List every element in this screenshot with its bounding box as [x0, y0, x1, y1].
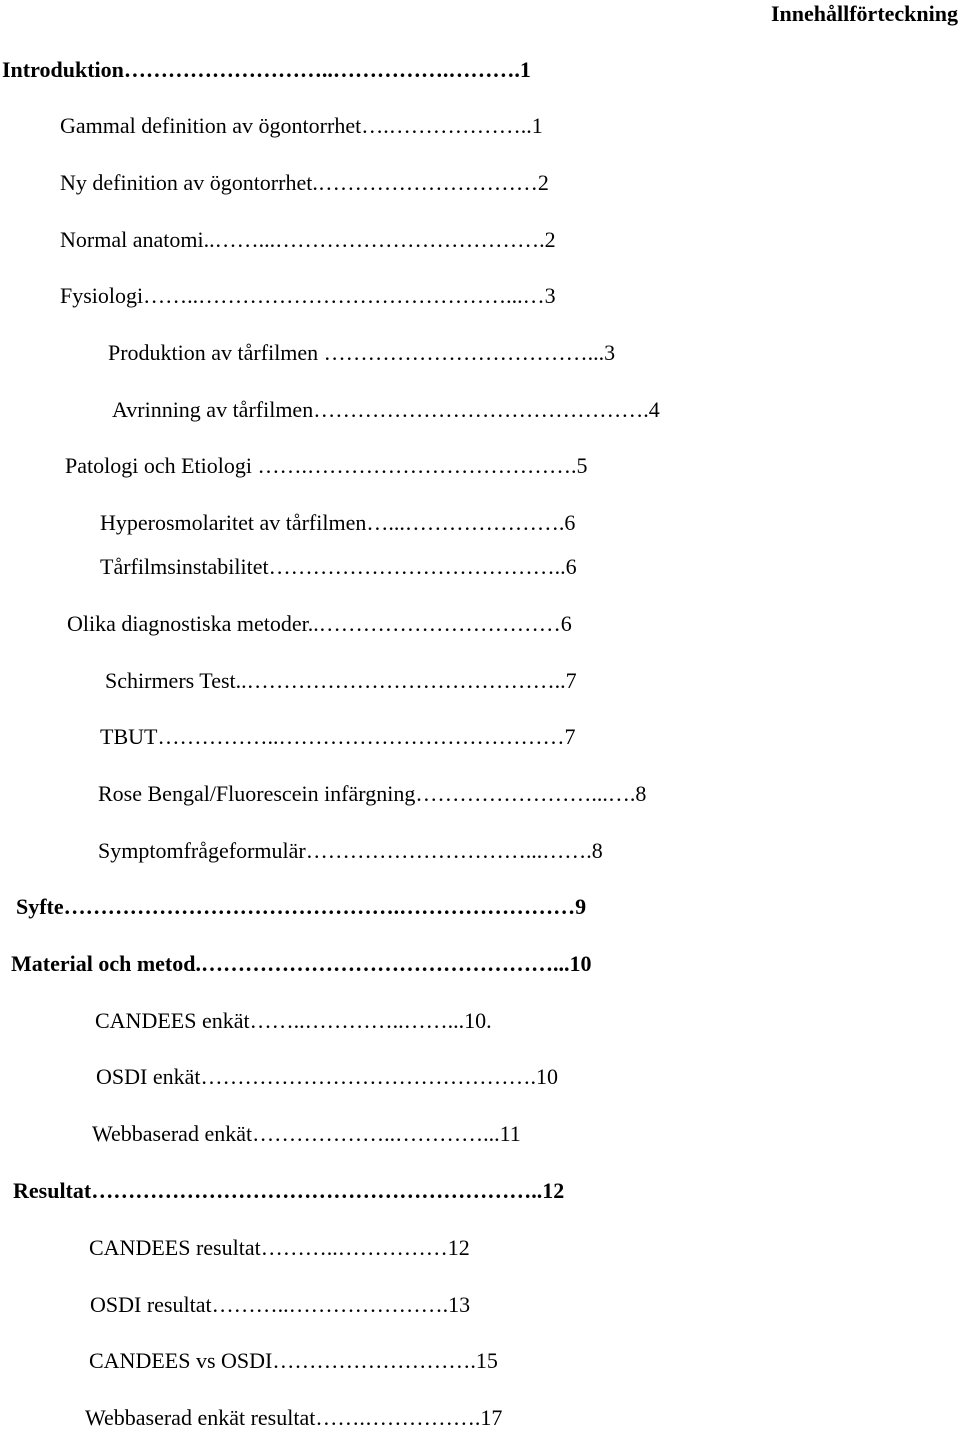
toc-entry-label: CANDEES resultat………..……………12 [89, 1235, 470, 1260]
toc-entry-resultat[interactable] [13, 1176, 958, 1206]
toc-title: Innehållförteckning [770, 1, 958, 26]
toc-entry-ny-definition[interactable] [60, 168, 958, 198]
toc-entry-produktion[interactable] [108, 338, 958, 368]
toc-entry-label: CANDEES enkät……..…………..……...10. [95, 1008, 492, 1033]
toc-entry-label: Introduktion………………………..…………….……….1 [2, 57, 531, 82]
toc-entry-patologi[interactable] [65, 451, 958, 481]
toc-entry-label: CANDEES vs OSDI……………………….15 [89, 1348, 498, 1373]
toc-entry-label: Tårfilmsinstabilitet…………………………………..6 [100, 554, 577, 579]
toc-entry-label: TBUT……………..…………………………………7 [100, 724, 576, 749]
toc-entry-hyperosmolaritet[interactable] [100, 508, 958, 538]
toc-entry-label: Symptomfrågeformulär…………………………...…….8 [98, 838, 603, 863]
toc-entry-gammal-definition[interactable] [60, 111, 958, 141]
toc-entry-diagnostiska-metoder[interactable] [67, 609, 958, 639]
toc-entry-label: Avrinning av tårfilmen……………………………………….4 [112, 397, 660, 422]
toc-entry-material-och-metod[interactable] [11, 949, 958, 979]
toc-entry-candees-vs-osdi[interactable] [89, 1346, 958, 1376]
toc-entry-label: Webbaserad enkät resultat…….…………….17 [85, 1405, 503, 1430]
toc-entry-label: Olika diagnostiska metoder..……………………………6 [67, 611, 572, 636]
toc-entry-label: Webbaserad enkät………………..…………...11 [92, 1121, 521, 1146]
toc-entry-avrinning[interactable] [112, 395, 958, 425]
toc-entry-label: Material och metod.…………………………………………...10 [11, 951, 592, 976]
toc-entry-candees-resultat[interactable] [89, 1233, 958, 1263]
toc-entry-label: Schirmers Test..……………………………………..7 [105, 668, 577, 693]
toc-entry-symptomfrageformular[interactable] [98, 836, 958, 866]
toc-entry-label: Normal anatomi..……...……………………………….2 [60, 227, 556, 252]
toc-entry-webbaserad-enkat[interactable] [92, 1119, 958, 1149]
toc-entry-osdi-enkat[interactable] [96, 1062, 958, 1092]
toc-entry-label: Rose Bengal/Fluorescein infärgning……………………...….8 [98, 781, 647, 806]
toc-entry-label: OSDI enkät……………………………………….10 [96, 1064, 558, 1089]
toc-entry-tarfilmsinstabilitet[interactable] [100, 552, 958, 582]
toc-entry-label: Produktion av tårfilmen ………………………………...3 [108, 340, 616, 365]
toc-entry-rose-bengal[interactable] [98, 779, 958, 809]
toc-entry-candees-enkat[interactable] [95, 1006, 958, 1036]
toc-entry-label: Patologi och Etiologi …….……………………………….5 [65, 453, 588, 478]
toc-entry-label: Syfte……………………………………….……………………9 [16, 894, 587, 919]
toc-entry-label: OSDI resultat………..………………….13 [90, 1292, 471, 1317]
toc-entry-introduktion[interactable] [2, 55, 958, 85]
toc-entry-normal-anatomi[interactable] [60, 225, 958, 255]
toc-entry-label: Resultat……………………………………………………..12 [13, 1178, 565, 1203]
toc-entry-osdi-resultat[interactable] [90, 1290, 958, 1320]
toc-entry-tbut[interactable] [100, 722, 958, 752]
toc-entry-fysiologi[interactable] [60, 281, 958, 311]
toc-entry-label: Gammal definition av ögontorrhet….………………..1 [60, 113, 543, 138]
toc-entry-label: Ny definition av ögontorrhet.…………………………2 [60, 170, 549, 195]
toc-entry-webbaserad-resultat[interactable] [85, 1403, 958, 1433]
toc-entry-label: Hyperosmolaritet av tårfilmen…...………………….6 [100, 510, 576, 535]
toc-entry-schirmers-test[interactable] [105, 666, 958, 696]
toc-entry-label: Fysiologi……..……………………………………...…3 [60, 283, 556, 308]
toc-entry-syfte[interactable] [16, 892, 958, 922]
